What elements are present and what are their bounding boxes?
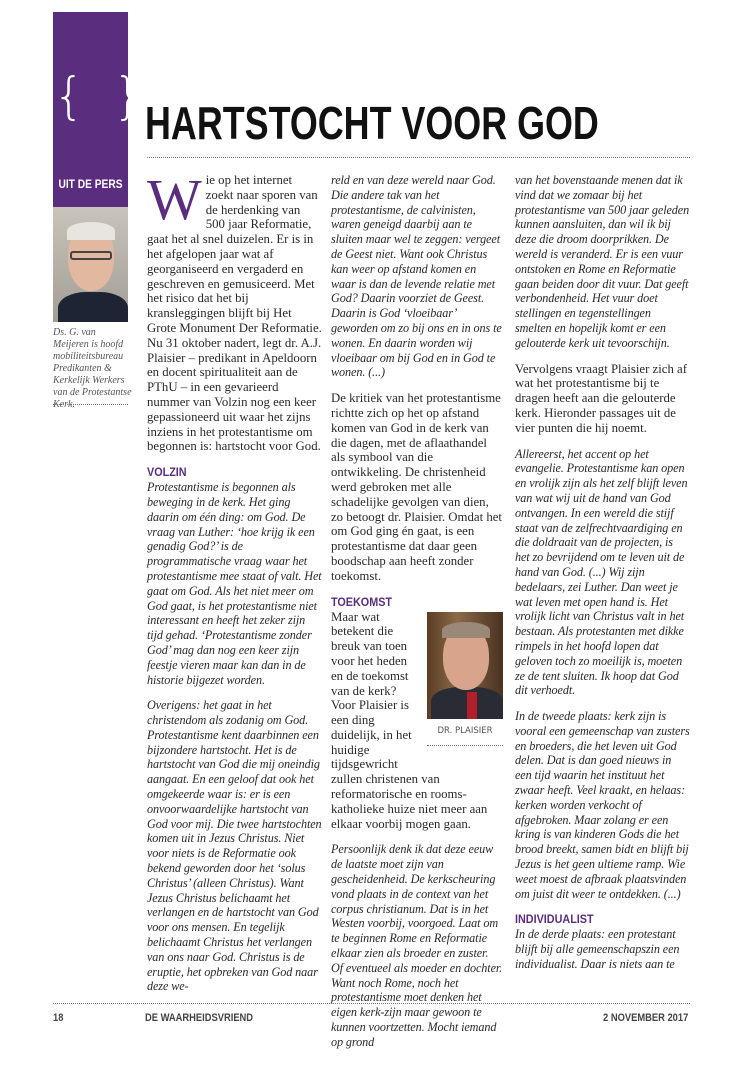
quote-paragraph: In de tweede plaats: kerk zijn is vooral een gemeenschap van zusters en broeders, die het leven uit God delen. Dat is dan goed nieuws in een tijd waarin het instituut het zwaar heeft. Veel kraakt, en helaas: kerken worden verkocht of afgebroken. Maar zolang er een kring is van kinderen Gods die het brood breekt, samen bidt en blijft bij Jezus is het geen ultieme ramp. Wie weet moest de afbraak plaatsvinden om juist dit weer te ontdekken. (...)	[515, 709, 690, 901]
author-photo	[53, 207, 128, 322]
title-divider	[147, 157, 690, 158]
quote-paragraph: Protestantisme is begonnen als beweging in de kerk. Het ging daarin om één ding: om God. De vraag van Luther: ‘hoe krijg ik een genadig God?’ is de programmatische vraag waar het protestantisme mee staat of valt. Het gaat om God. Als het niet meer om God gaat, is het protestantisme niet interessant en heeft het zeker zijn tijd gehad. ‘Protestantisme zonder God’ mag dan nog een keer zijn feestje vieren maar kan dan in de historie bijgezet worden.	[147, 480, 322, 687]
quote-paragraph: reld en van deze wereld naar God. Die andere tak van het protestantisme, de calvinisten, waren geneigd daarbij aan te sluiten maar wel te zeggen: vergeet de Geest niet. Want ook Christus kan weer op afstand komen en waar is dan de levende relatie met God? Daarin voorziet de Geest. Daarin is God ‘vloeibaar’ geworden om zo bij ons en in ons te wonen. En daarin worden wij vloeibaar om bij God en in God te wonen. (...)	[331, 173, 502, 380]
plaisier-photo	[427, 612, 503, 719]
column-3	[515, 173, 690, 983]
braces-icon: { }	[53, 67, 151, 125]
divider	[53, 404, 128, 405]
author-caption: Ds. G. van Meijeren is hoofd mobiliteitsbureau Predikanten & Kerkelijk Werkers van de Protestantse Kerk.	[53, 327, 132, 410]
subheading-individualist: INDIVIDUALIST	[515, 912, 594, 927]
issue-date: 2 NOVEMBER 2017	[602, 1012, 688, 1024]
column-1	[147, 167, 322, 1005]
quote-paragraph: Persoonlijk denk ik dat deze eeuw de laatste moet zijn van gescheidenheid. De kerkscheuring vond plaats in de context van het corpus christianum. Dat is in het Westen voorbij, voorgoed. Laat om te beginnen Rome en Reformatie elkaar zien als broeder en zuster. Of eventueel als moeder en dochter. Want noch Rome, noch het protestantisme moet denken het eigen kerk-zijn maar gewoon te kunnen voortzetten. Mocht iemand op grond	[331, 842, 503, 1049]
publication-name: DE WAARHEIDSVRIEND	[145, 1012, 254, 1024]
divider	[427, 745, 503, 746]
page-title: HARTSTOCHT VOOR GOD	[145, 97, 599, 149]
quote-paragraph: In de derde plaats: een protestant blijft bij alle gemeenschapszin een individualist. Daar is niets aan te	[515, 927, 680, 972]
body-paragraph: De kritiek van het protestantisme richtte zich op het op afstand komen van God in de kerk van die dagen, met de aflaathandel als symbool van die ontwikkeling. De christenheid werd gebroken met alle schadelijke gevolgen van dien, zo betoogt dr. Plaisier. Omdat het om God ging én gaat, is een protestantisme dat daar geen boodschap aan heeft zonder toekomst.	[331, 391, 502, 583]
quote-paragraph: van het bovenstaande menen dat ik vind dat we zomaar bij het protestantisme van 500 jaar geleden kunnen aansluiten, dan wil ik bij deze die droom doorprikken. De wereld is veranderd. Er is een vuur ontstoken en Rome en Reformatie gaan beiden door dit vuur. Dat geeft verbondenheid. Het vuur doet stellingen en tegenstellingen smelten en hopelijk komt er een gelouterde kerk uit tevoorschijn.	[515, 173, 690, 350]
page-number: 18	[53, 1012, 64, 1024]
plaisier-figure	[427, 612, 503, 754]
body-paragraph: Maar wat betekent die breuk van toen voor het heden en de toekomst van de kerk? Voor Plaisier is een ding duidelijk, in het huidige tijdsgewricht zullen christenen van reformatorische en rooms-katholieke huize niet meer aan elkaar voorbij mogen gaan.	[331, 609, 488, 831]
section-band	[53, 12, 151, 207]
body-paragraph: Vervolgens vraagt Plaisier zich af wat het protestantisme bij te dragen heeft aan die gelouterde kerk. Hieronder passages uit de vier punten die hij noemt.	[515, 361, 687, 435]
subheading-volzin: VOLZIN	[147, 465, 187, 480]
drop-cap: W	[147, 167, 202, 232]
intro-paragraph: ie op het internet zoekt naar sporen van de herdenking van 500 jaar Reformatie, gaat het al snel duizelen. Er is in het afgelopen jaar wat af georganiseerd en vergaderd en geschreven en gemusiceerd. Met het risico dat het bij kransleggingen blijft bij Het Grote Monument Der Reformatie. Nu 31 oktober nadert, legt dr. A.J. Plaisier – predikant in Apeldoorn en docent spiritualiteit aan de PThU – in een gevarieerd nummer van Volzin nog een keer gepassioneerd uit waar het zijns inziens in het protestantisme om begonnen is: hartstocht voor God.	[147, 173, 322, 454]
photo-caption: DR. PLAISIER	[437, 725, 493, 736]
column-2	[331, 173, 503, 1061]
quote-paragraph: Allereerst, het accent op het evangelie. Protestantisme kan open en vrolijk zijn als het zelf blijft leven van wat wij uit de hand van God ontvangen. In een wereld die stijf staat van de zelfrechtvaardiging en die doldraait van de projecten, is het zo bevrijdend om te leven uit de hand van God. (...) Wij zijn bedelaars, zei Luther. Dan weet je wat leven met open hand is. Het vrolijk licht van Christus valt in het bestaan. Als protestanten met dikke rimpels in het hoofd lopen dat geloven toch zo moeilijk is, moeten ze de tent sluiten. Ik hoop dat God dit verhoedt.	[515, 446, 688, 698]
footer-divider	[53, 1003, 690, 1004]
quote-paragraph: Overigens: het gaat in het christendom als zodanig om God. Protestantisme kent daarbinnen een bijzondere hartstocht. Het is de hartstocht van God die mij oneindig aangaat. En een geloof dat ook het omgekeerde waar is: er is een onvoorwaardelijke hartstocht van God voor mij. Die twee hartstochten komen uit in Jezus Christus. Niet voor niets is de Reformatie ook bekend geworden door het ‘solus Christus’ (alleen Christus). Want Jezus Christus belichaamt het verlangen en de hartstocht van God voor ons mensen. En tegelijk belichaamt Christus het verlangen van ons naar God. Christus is de eruptie, het opbreken van God naar deze we-	[147, 698, 322, 994]
subheading-toekomst: TOEKOMST	[331, 594, 393, 609]
section-label: UIT DE PERS	[58, 177, 123, 191]
